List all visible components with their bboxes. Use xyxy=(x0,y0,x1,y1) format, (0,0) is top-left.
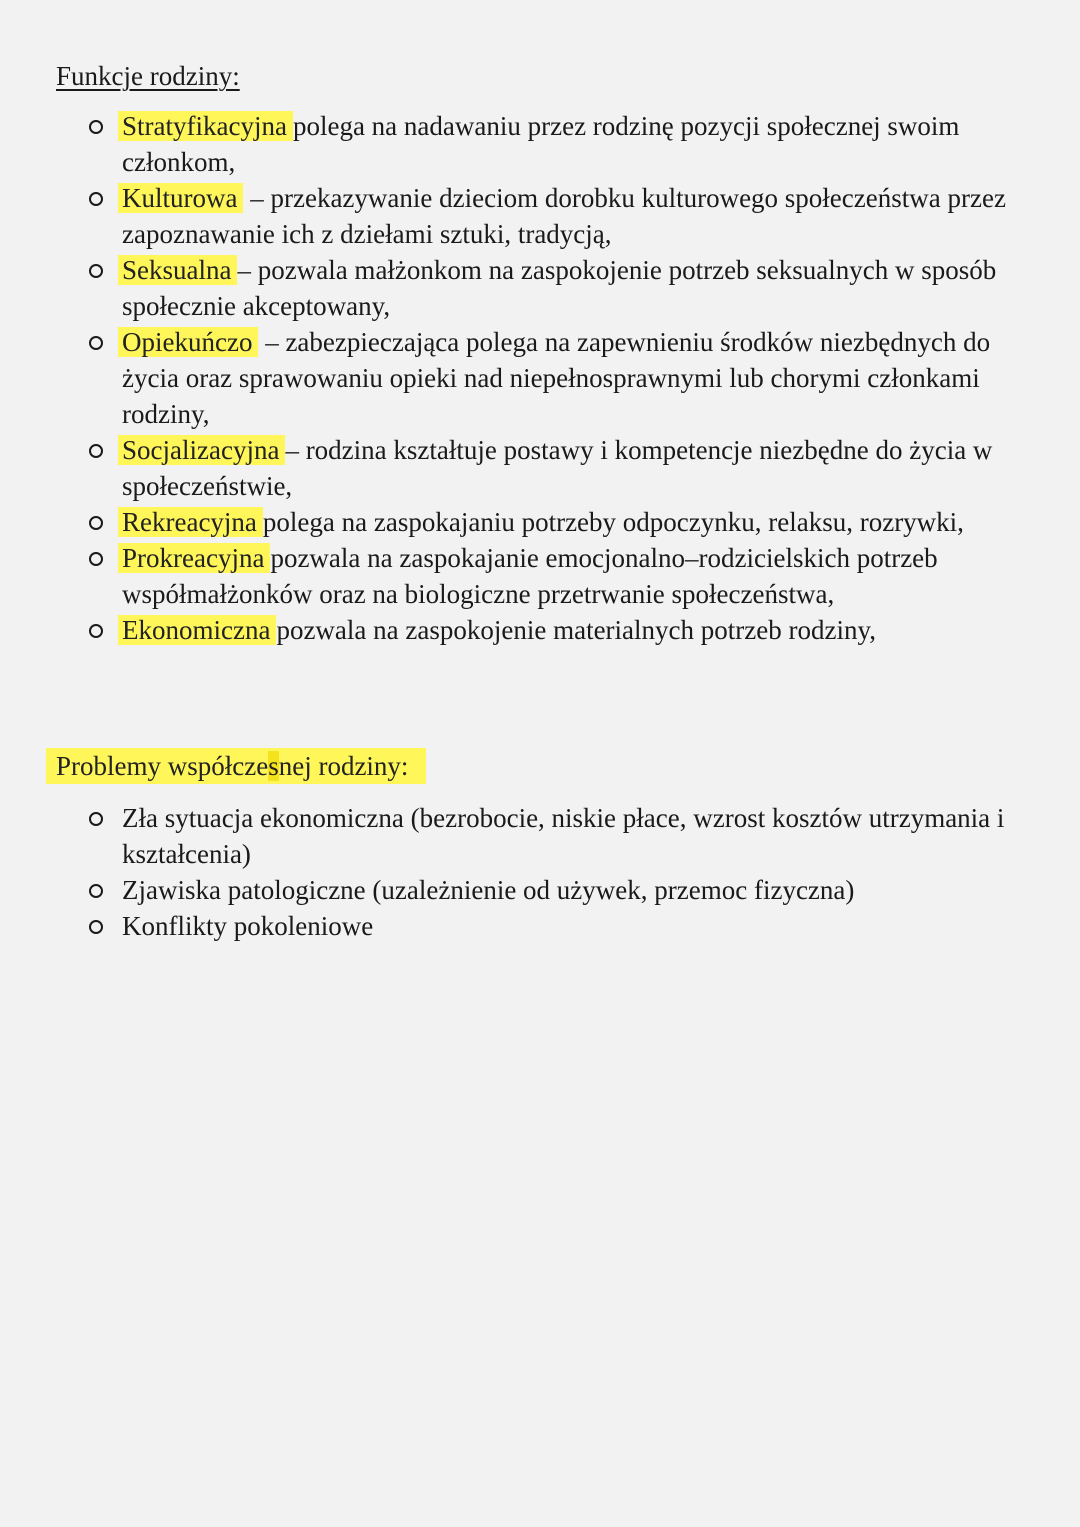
problems-heading-part: nej rodziny: xyxy=(278,751,409,781)
functions-list xyxy=(0,108,1080,648)
bullet-circle-icon xyxy=(89,120,103,134)
function-description: – rodzina kształtuje postawy i kompetencje niezbędne do życia w społeczeństwie, xyxy=(122,435,993,501)
list-item xyxy=(0,324,1080,432)
bullet-circle-icon xyxy=(89,920,103,934)
problems-heading-part: Problemy współcze xyxy=(56,751,269,781)
function-term: Kulturowa xyxy=(118,183,243,213)
bullet-circle-icon xyxy=(89,192,103,206)
problems-heading-part: s xyxy=(268,751,279,781)
function-term: Socjalizacyjna xyxy=(118,435,285,465)
function-term: Stratyfikacyjna xyxy=(118,111,293,141)
list-item xyxy=(0,908,1080,944)
bullet-circle-icon xyxy=(89,264,103,278)
problem-text: Zła sytuacja ekonomiczna (bezrobocie, niskie płace, wzrost kosztów utrzymania i kształcenia) xyxy=(122,803,1005,869)
function-description: pozwala na zaspokajanie emocjonalno–rodzicielskich potrzeb współmałżonków oraz na biologiczne przetrwanie społeczeństwa, xyxy=(122,543,938,609)
list-item xyxy=(0,432,1080,504)
function-description: pozwala na zaspokojenie materialnych potrzeb rodziny, xyxy=(276,615,876,645)
function-term: Prokreacyjna xyxy=(118,543,270,573)
function-term: Ekonomiczna xyxy=(118,615,276,645)
function-term: Seksualna xyxy=(118,255,237,285)
problem-text: Zjawiska patologiczne (uzależnienie od używek, przemoc fizyczna) xyxy=(122,875,855,905)
function-description: polega na nadawaniu przez rodzinę pozycji społecznej swoim członkom, xyxy=(122,111,960,177)
function-description: – zabezpieczająca polega na zapewnieniu środków niezbędnych do życia oraz sprawowaniu opieki nad niepełnosprawnymi lub chorymi członkami rodziny, xyxy=(122,327,991,429)
bullet-circle-icon xyxy=(89,336,103,350)
functions-heading: Funkcje rodziny: xyxy=(56,61,240,91)
list-item xyxy=(0,180,1080,252)
function-description: polega na zaspokajaniu potrzeby odpoczynku, relaksu, rozrywki, xyxy=(262,507,964,537)
function-term: Rekreacyjna xyxy=(118,507,263,537)
list-item xyxy=(0,800,1080,872)
problems-list xyxy=(0,800,1080,944)
function-description: – przekazywanie dzieciom dorobku kulturowego społeczeństwa przez zapoznawanie ich z dziełami sztuki, tradycją, xyxy=(122,183,1006,249)
bullet-circle-icon xyxy=(89,812,103,826)
list-item xyxy=(0,872,1080,908)
bullet-circle-icon xyxy=(89,444,103,458)
function-description: – pozwala małżonkom na zaspokojenie potrzeb seksualnych w sposób społecznie akceptowany, xyxy=(122,255,997,321)
list-item xyxy=(0,612,1080,648)
bullet-circle-icon xyxy=(89,624,103,638)
problem-text: Konflikty pokoleniowe xyxy=(122,911,374,941)
list-item xyxy=(0,504,1080,540)
list-item xyxy=(0,252,1080,324)
list-item xyxy=(0,540,1080,612)
bullet-circle-icon xyxy=(89,516,103,530)
function-term: Opiekuńczo xyxy=(118,327,258,357)
problems-heading xyxy=(46,748,426,784)
bullet-circle-icon xyxy=(89,884,103,898)
bullet-circle-icon xyxy=(89,552,103,566)
list-item xyxy=(0,108,1080,180)
